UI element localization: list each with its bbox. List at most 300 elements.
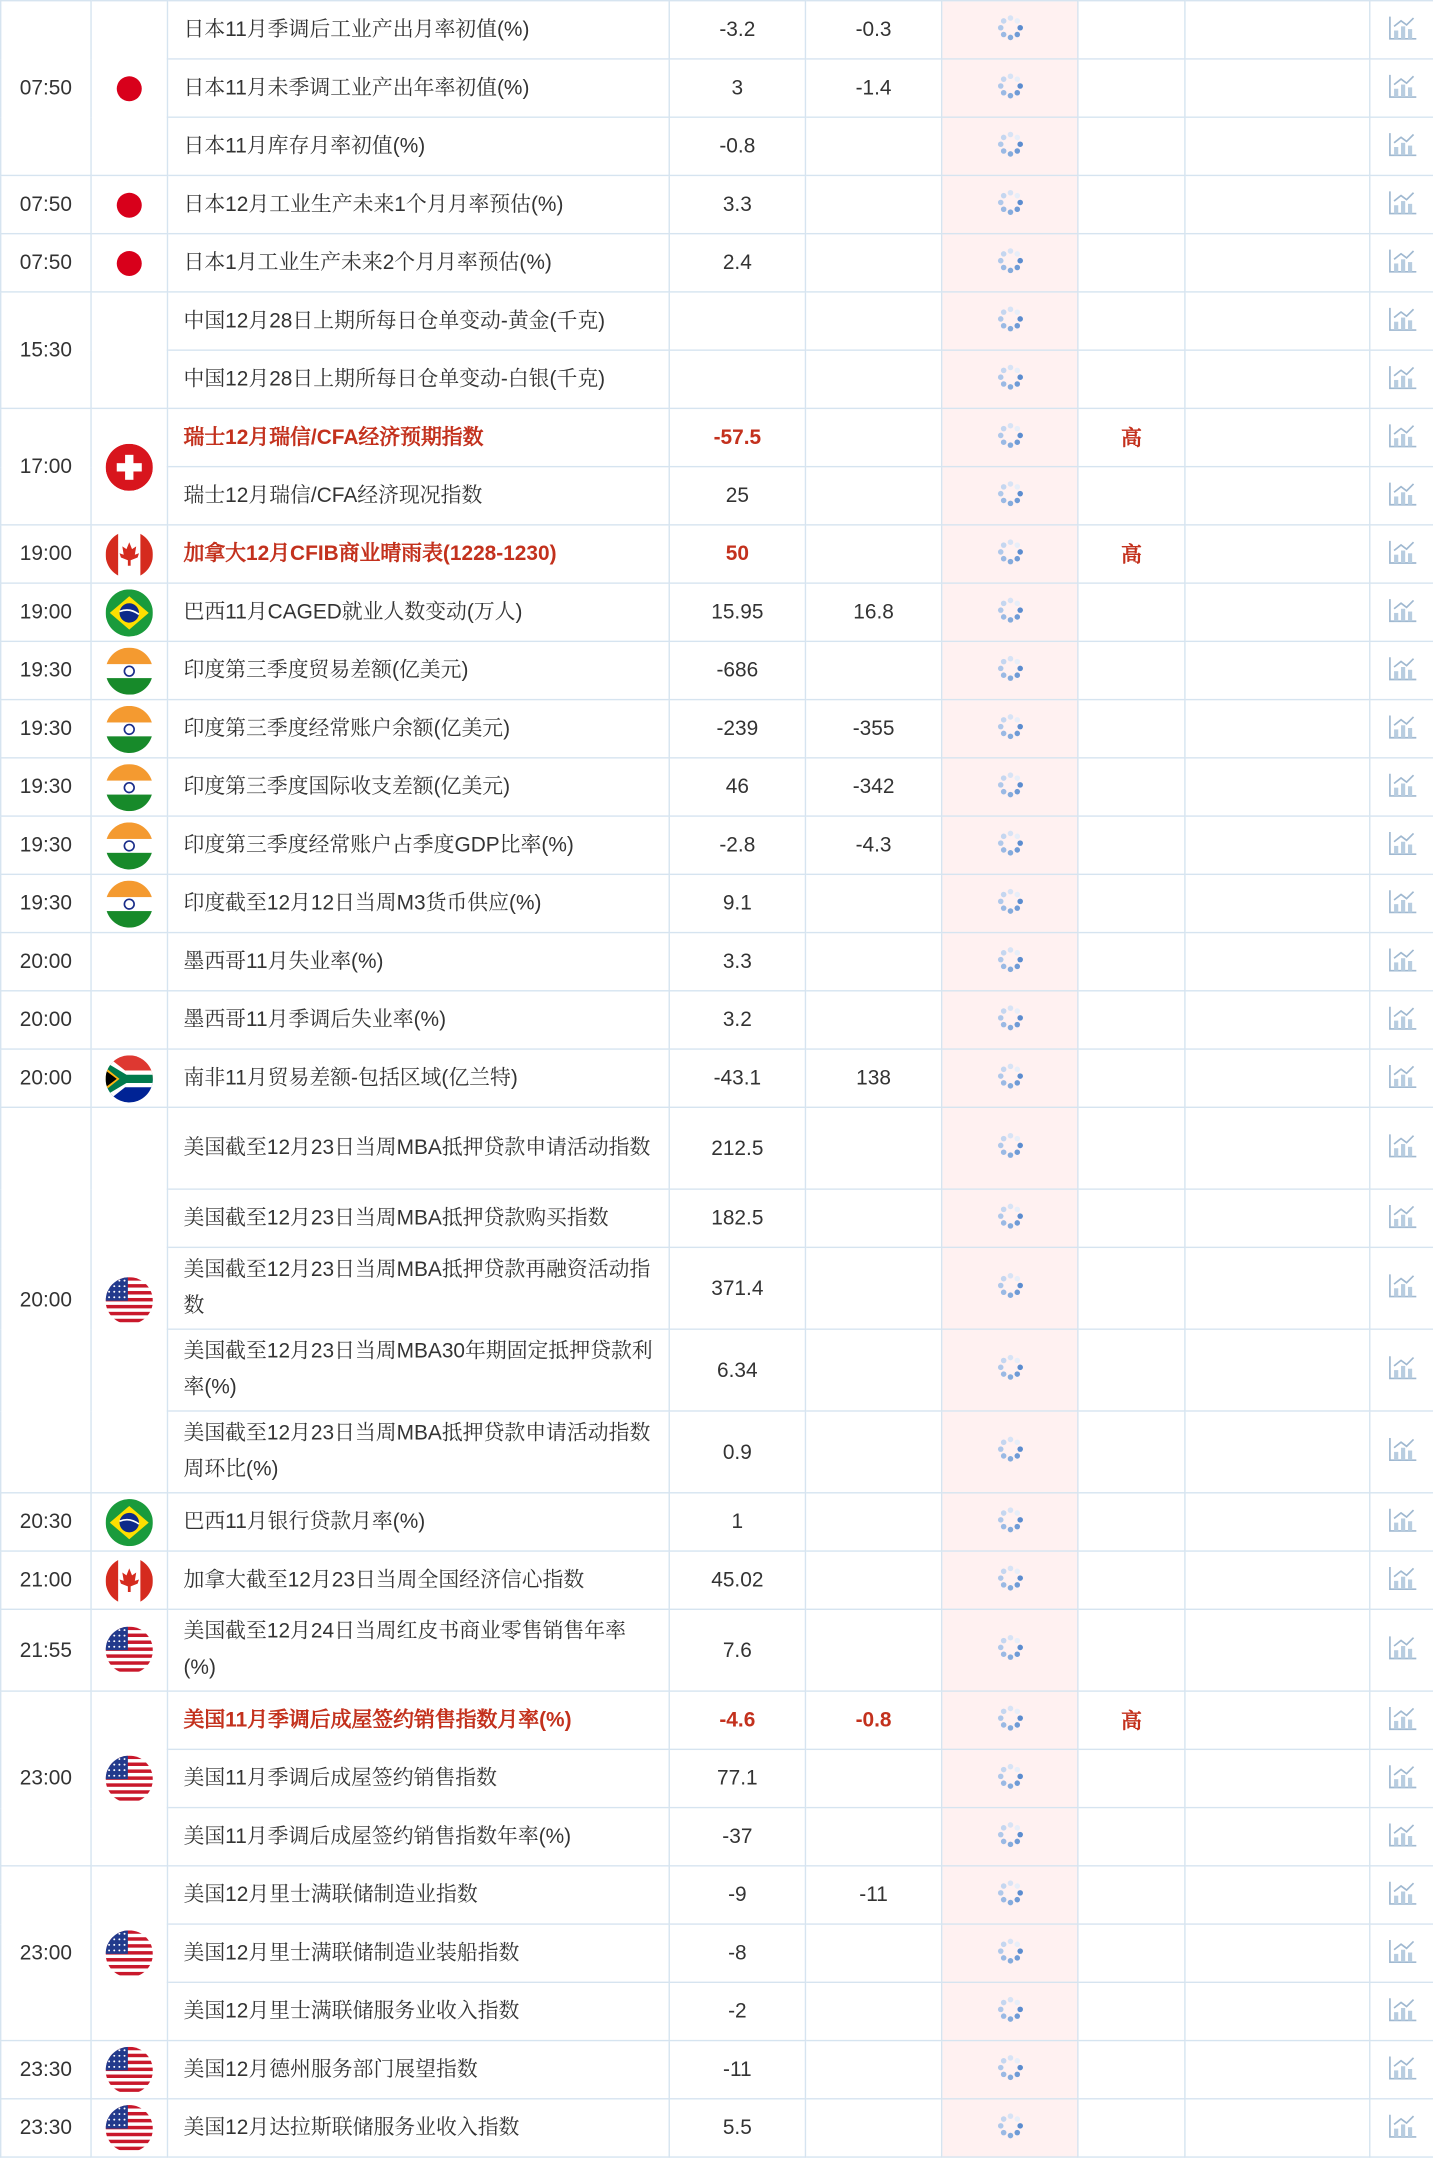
actual-value [942,1107,1078,1189]
event-name[interactable]: 瑞士12月瑞信/CFA经济现况指数 [167,467,669,525]
chart-link[interactable] [1370,525,1433,583]
chart-link[interactable] [1370,2099,1433,2157]
event-note [1185,1691,1370,1749]
forecast-value [805,1189,941,1247]
importance-badge [1078,991,1185,1049]
previous-value [669,350,805,408]
event-row [1,933,1433,991]
country-flag-cell [91,1,167,176]
event-time: 21:55 [1,1609,91,1691]
chart-link[interactable] [1370,1247,1433,1329]
bar-chart-icon[interactable] [1386,1820,1417,1853]
previous-value: 25 [669,467,805,525]
importance-badge [1078,1049,1185,1107]
bar-chart-icon[interactable] [1386,654,1417,687]
event-row [1,1189,1433,1247]
chart-link[interactable] [1370,700,1433,758]
event-name[interactable]: 印度第三季度国际收支差额(亿美元) [167,758,669,816]
bar-chart-icon[interactable] [1386,1003,1417,1036]
event-time: 19:00 [1,525,91,583]
importance-badge [1078,1189,1185,1247]
event-time: 23:30 [1,2099,91,2157]
event-note [1185,583,1370,641]
country-flag-cell [91,2099,167,2157]
country-flag-cell [91,175,167,233]
previous-value: -37 [669,1808,805,1866]
bar-chart-icon[interactable] [1386,246,1417,279]
event-row [1,408,1433,466]
country-flag-cell [91,816,167,874]
forecast-value [805,117,941,175]
bar-chart-icon[interactable] [1386,1505,1417,1538]
chart-link[interactable] [1370,1691,1433,1749]
usa-flag-icon [106,1930,153,1977]
loading-spinner-icon [996,71,1024,104]
event-note [1185,1749,1370,1807]
event-name[interactable]: 日本11月季调后工业产出月率初值(%) [167,1,669,59]
actual-value [942,292,1078,350]
forecast-value [805,1609,941,1691]
loading-spinner-icon [996,829,1024,862]
event-time: 20:00 [1,1049,91,1107]
event-note [1185,816,1370,874]
event-row [1,816,1433,874]
bar-chart-icon[interactable] [1386,363,1417,396]
actual-value [942,991,1078,1049]
previous-value: 3.2 [669,991,805,1049]
importance-badge [1078,1247,1185,1329]
event-name[interactable]: 日本11月库存月率初值(%) [167,117,669,175]
loading-spinner-icon [996,1995,1024,2028]
event-name[interactable]: 墨西哥11月季调后失业率(%) [167,991,669,1049]
event-note [1185,1189,1370,1247]
japan-flag-icon [106,239,153,286]
chart-link[interactable] [1370,408,1433,466]
previous-value: 0.9 [669,1411,805,1493]
chart-link[interactable] [1370,234,1433,292]
bar-chart-icon[interactable] [1386,1435,1417,1468]
event-row [1,117,1433,175]
event-note [1185,2041,1370,2099]
importance-badge [1078,1551,1185,1609]
actual-value [942,583,1078,641]
event-note [1185,1609,1370,1691]
event-row [1,1329,1433,1411]
event-name[interactable]: 美国截至12月23日当周MBA抵押贷款再融资活动指数 [167,1247,669,1329]
bar-chart-icon[interactable] [1386,1995,1417,2028]
previous-value [669,292,805,350]
importance-badge [1078,350,1185,408]
chart-link[interactable] [1370,583,1433,641]
chart-link[interactable] [1370,1329,1433,1411]
previous-value: -43.1 [669,1049,805,1107]
previous-value: 2.4 [669,234,805,292]
previous-value: -239 [669,700,805,758]
forecast-value [805,1924,941,1982]
bar-chart-icon[interactable] [1386,479,1417,512]
india-flag-icon [106,647,153,694]
event-name[interactable]: 墨西哥11月失业率(%) [167,933,669,991]
chart-link[interactable] [1370,1107,1433,1189]
bar-chart-icon[interactable] [1386,304,1417,337]
actual-value [942,2041,1078,2099]
forecast-value [805,1808,941,1866]
bar-chart-icon[interactable] [1386,537,1417,570]
bar-chart-icon[interactable] [1386,1062,1417,1095]
chart-link[interactable] [1370,758,1433,816]
chart-link[interactable] [1370,175,1433,233]
event-row [1,1551,1433,1609]
loading-spinner-icon [996,1132,1024,1165]
loading-spinner-icon [996,421,1024,454]
loading-spinner-icon [996,130,1024,163]
actual-value [942,1049,1078,1107]
previous-value: 3 [669,59,805,117]
chart-link[interactable] [1370,292,1433,350]
chart-link[interactable] [1370,874,1433,932]
previous-value: 45.02 [669,1551,805,1609]
event-name[interactable]: 巴西11月CAGED就业人数变动(万人) [167,583,669,641]
event-name[interactable]: 瑞士12月瑞信/CFA经济预期指数 [167,408,669,466]
event-name[interactable]: 美国截至12月23日当周MBA30年期固定抵押贷款利率(%) [167,1329,669,1411]
importance-badge [1078,758,1185,816]
bar-chart-icon[interactable] [1386,596,1417,629]
forecast-value: -4.3 [805,816,941,874]
event-time: 23:30 [1,2041,91,2099]
chart-link[interactable] [1370,1808,1433,1866]
event-note [1185,175,1370,233]
event-row [1,467,1433,525]
forecast-value [805,1982,941,2040]
country-flag-cell [91,1691,167,1866]
bar-chart-icon[interactable] [1386,945,1417,978]
country-flag-cell [91,408,167,524]
importance-badge [1078,1,1185,59]
loading-spinner-icon [996,2111,1024,2144]
event-name[interactable]: 加拿大12月CFIB商业晴雨表(1228-1230) [167,525,669,583]
chart-link[interactable] [1370,467,1433,525]
previous-value: 5.5 [669,2099,805,2157]
actual-value [942,1247,1078,1329]
event-row [1,1749,1433,1807]
event-note [1185,59,1370,117]
importance-badge [1078,1982,1185,2040]
bar-chart-icon[interactable] [1386,1704,1417,1737]
event-row [1,991,1433,1049]
forecast-value [805,1749,941,1807]
bar-chart-icon[interactable] [1386,130,1417,163]
loading-spinner-icon [996,1937,1024,1970]
bar-chart-icon[interactable] [1386,71,1417,104]
bar-chart-icon[interactable] [1386,1132,1417,1165]
brazil-flag-icon [106,1498,153,1545]
event-note [1185,2099,1370,2157]
forecast-value: -0.3 [805,1,941,59]
actual-value [942,408,1078,466]
country-flag-cell [91,1866,167,2041]
loading-spinner-icon [996,1878,1024,1911]
event-row [1,758,1433,816]
event-time: 20:30 [1,1493,91,1551]
event-note [1185,1493,1370,1551]
previous-value: -3.2 [669,1,805,59]
loading-spinner-icon [996,363,1024,396]
event-name[interactable]: 日本11月未季调工业产出年率初值(%) [167,59,669,117]
event-name[interactable]: 美国11月季调后成屋签约销售指数年率(%) [167,1808,669,1866]
event-row [1,874,1433,932]
event-note [1185,991,1370,1049]
forecast-value [805,1329,941,1411]
bar-chart-icon[interactable] [1386,1272,1417,1305]
loading-spinner-icon [996,246,1024,279]
country-flag-cell [91,641,167,699]
event-name[interactable]: 美国11月季调后成屋签约销售指数月率(%) [167,1691,669,1749]
event-name[interactable]: 美国12月里士满联储制造业指数 [167,1866,669,1924]
loading-spinner-icon [996,770,1024,803]
chart-link[interactable] [1370,1609,1433,1691]
event-name[interactable]: 美国截至12月23日当周MBA抵押贷款购买指数 [167,1189,669,1247]
loading-spinner-icon [996,887,1024,920]
event-row [1,2041,1433,2099]
importance-badge [1078,2041,1185,2099]
country-flag-cell [91,758,167,816]
event-name[interactable]: 加拿大截至12月23日当周全国经济信心指数 [167,1551,669,1609]
forecast-value: -342 [805,758,941,816]
loading-spinner-icon [996,1564,1024,1597]
event-name[interactable]: 中国12月28日上期所每日仓单变动-白银(千克) [167,350,669,408]
switzerland-flag-icon [106,443,153,490]
bar-chart-icon[interactable] [1386,1937,1417,1970]
event-row [1,175,1433,233]
bar-chart-icon[interactable] [1386,829,1417,862]
event-time: 19:30 [1,874,91,932]
event-row [1,1808,1433,1866]
event-name[interactable]: 南非11月贸易差额-包括区域(亿兰特) [167,1049,669,1107]
event-name[interactable]: 印度第三季度贸易差额(亿美元) [167,641,669,699]
event-name[interactable]: 美国截至12月23日当周MBA抵押贷款申请活动指数周环比(%) [167,1411,669,1493]
chart-link[interactable] [1370,1982,1433,2040]
chart-link[interactable] [1370,117,1433,175]
event-time: 19:00 [1,583,91,641]
forecast-value [805,525,941,583]
forecast-value: -1.4 [805,59,941,117]
chart-link[interactable] [1370,59,1433,117]
loading-spinner-icon [996,945,1024,978]
loading-spinner-icon [996,537,1024,570]
chart-link[interactable] [1370,1924,1433,1982]
event-name[interactable]: 印度第三季度经常账户占季度GDP比率(%) [167,816,669,874]
event-note [1185,117,1370,175]
event-row [1,1609,1433,1691]
loading-spinner-icon [996,1704,1024,1737]
event-note [1185,1866,1370,1924]
country-flag-cell [91,991,167,1049]
loading-spinner-icon [996,304,1024,337]
event-note [1185,234,1370,292]
forecast-value [805,1411,941,1493]
event-note [1185,700,1370,758]
country-flag-cell [91,1493,167,1551]
india-flag-icon [106,705,153,752]
previous-value: 9.1 [669,874,805,932]
previous-value: -4.6 [669,1691,805,1749]
loading-spinner-icon [996,1762,1024,1795]
bar-chart-icon[interactable] [1386,887,1417,920]
importance-badge [1078,117,1185,175]
event-row [1,1247,1433,1329]
bar-chart-icon[interactable] [1386,1353,1417,1386]
event-name[interactable]: 美国截至12月23日当周MBA抵押贷款申请活动指数 [167,1107,669,1189]
event-name[interactable]: 美国12月里士满联储制造业装船指数 [167,1924,669,1982]
event-note [1185,1808,1370,1866]
chart-link[interactable] [1370,2041,1433,2099]
forecast-value [805,350,941,408]
event-name[interactable]: 印度截至12月12日当周M3货币供应(%) [167,874,669,932]
forecast-value [805,641,941,699]
loading-spinner-icon [996,1353,1024,1386]
india-flag-icon [106,763,153,810]
country-flag-cell [91,583,167,641]
usa-flag-icon [106,2104,153,2151]
event-name[interactable]: 巴西11月银行贷款月率(%) [167,1493,669,1551]
bar-chart-icon[interactable] [1386,2111,1417,2144]
chart-link[interactable] [1370,933,1433,991]
event-row [1,525,1433,583]
chart-link[interactable] [1370,1049,1433,1107]
event-name[interactable]: 中国12月28日上期所每日仓单变动-黄金(千克) [167,292,669,350]
event-note [1185,1247,1370,1329]
loading-spinner-icon [996,1435,1024,1468]
country-flag-cell [91,2041,167,2099]
chart-link[interactable] [1370,816,1433,874]
chart-link[interactable] [1370,350,1433,408]
event-row [1,1049,1433,1107]
previous-value: 15.95 [669,583,805,641]
actual-value [942,1,1078,59]
canada-flag-icon [106,1557,153,1604]
forecast-value [805,175,941,233]
event-name[interactable]: 美国12月里士满联储服务业收入指数 [167,1982,669,2040]
event-row [1,1982,1433,2040]
bar-chart-icon[interactable] [1386,2053,1417,2086]
event-name[interactable]: 美国12月德州服务部门展望指数 [167,2041,669,2099]
event-row [1,1,1433,59]
event-row [1,1493,1433,1551]
bar-chart-icon[interactable] [1386,1634,1417,1667]
previous-value: -11 [669,2041,805,2099]
bar-chart-icon[interactable] [1386,1878,1417,1911]
bar-chart-icon[interactable] [1386,188,1417,221]
importance-badge: 高 [1078,525,1185,583]
chart-link[interactable] [1370,1866,1433,1924]
importance-badge [1078,641,1185,699]
importance-badge [1078,933,1185,991]
previous-value: -0.8 [669,117,805,175]
chart-link[interactable] [1370,1189,1433,1247]
event-row [1,234,1433,292]
loading-spinner-icon [996,712,1024,745]
chart-link[interactable] [1370,1,1433,59]
actual-value [942,641,1078,699]
country-flag-cell [91,933,167,991]
event-name[interactable]: 印度第三季度经常账户余额(亿美元) [167,700,669,758]
chart-link[interactable] [1370,641,1433,699]
event-name[interactable]: 日本12月工业生产未来1个月月率预估(%) [167,175,669,233]
importance-badge [1078,1749,1185,1807]
bar-chart-icon[interactable] [1386,770,1417,803]
previous-value: 46 [669,758,805,816]
india-flag-icon [106,822,153,869]
actual-value [942,1551,1078,1609]
actual-value [942,467,1078,525]
event-name[interactable]: 日本1月工业生产未来2个月月率预估(%) [167,234,669,292]
event-note [1185,525,1370,583]
previous-value: 371.4 [669,1247,805,1329]
forecast-value: 16.8 [805,583,941,641]
bar-chart-icon[interactable] [1386,421,1417,454]
forecast-value [805,933,941,991]
previous-value: -9 [669,1866,805,1924]
chart-link[interactable] [1370,1749,1433,1807]
event-row [1,1924,1433,1982]
loading-spinner-icon [996,1272,1024,1305]
event-row [1,700,1433,758]
event-note [1185,874,1370,932]
event-name[interactable]: 美国11月季调后成屋签约销售指数 [167,1749,669,1807]
previous-value: -686 [669,641,805,699]
chart-link[interactable] [1370,991,1433,1049]
event-note [1185,1982,1370,2040]
bar-chart-icon[interactable] [1386,1564,1417,1597]
bar-chart-icon[interactable] [1386,1202,1417,1235]
event-note [1185,1,1370,59]
forecast-value [805,1493,941,1551]
country-flag-cell [91,874,167,932]
event-row [1,583,1433,641]
event-name[interactable]: 美国12月达拉斯联储服务业收入指数 [167,2099,669,2157]
actual-value [942,350,1078,408]
forecast-value [805,991,941,1049]
event-row [1,641,1433,699]
bar-chart-icon[interactable] [1386,13,1417,46]
previous-value: 1 [669,1493,805,1551]
country-flag-cell [91,1107,167,1493]
usa-flag-icon [106,1755,153,1802]
bar-chart-icon[interactable] [1386,712,1417,745]
loading-spinner-icon [996,2053,1024,2086]
event-note [1185,933,1370,991]
loading-spinner-icon [996,1820,1024,1853]
bar-chart-icon[interactable] [1386,1762,1417,1795]
brazil-flag-icon [106,589,153,636]
actual-value [942,1411,1078,1493]
forecast-value [805,874,941,932]
actual-value [942,1924,1078,1982]
chart-link[interactable] [1370,1493,1433,1551]
event-note [1185,641,1370,699]
chart-link[interactable] [1370,1411,1433,1493]
usa-flag-icon [106,2046,153,2093]
importance-badge [1078,874,1185,932]
event-time: 20:00 [1,933,91,991]
chart-link[interactable] [1370,1551,1433,1609]
importance-badge [1078,59,1185,117]
event-name[interactable]: 美国截至12月24日当周红皮书商业零售销售年率(%) [167,1609,669,1691]
loading-spinner-icon [996,1505,1024,1538]
event-note [1185,1551,1370,1609]
actual-value [942,1691,1078,1749]
loading-spinner-icon [996,1062,1024,1095]
